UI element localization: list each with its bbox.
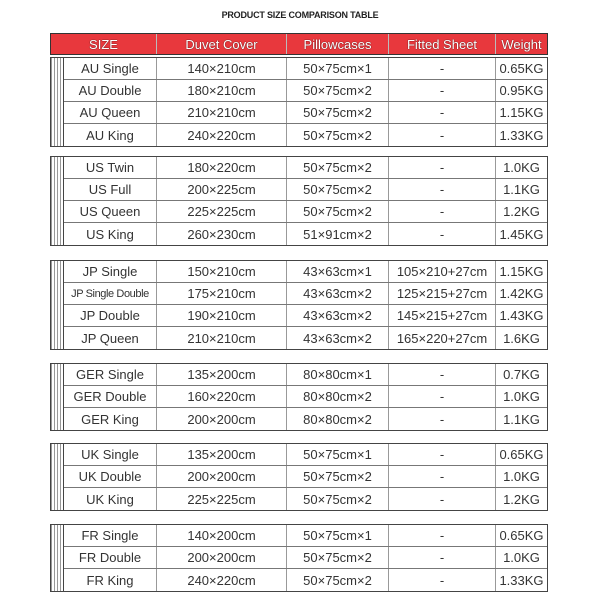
table-row: [64, 525, 547, 547]
table-row: [64, 327, 547, 349]
cell-weight: 1.45KG: [499, 226, 544, 242]
group-marker: [51, 261, 64, 349]
cell-fitted-sheet: 145×215+27cm: [389, 305, 496, 326]
cell-duvet-cover: 200×200cm: [157, 547, 287, 568]
table-row: [64, 305, 547, 327]
cell-pillowcases: 80×80cm×2: [287, 386, 389, 407]
cell-weight: 1.33KG: [499, 127, 544, 143]
cell-fitted-sheet: -: [389, 223, 496, 245]
cell-size: US Twin: [64, 157, 157, 178]
cell-pillowcases: 43×63cm×2: [287, 327, 389, 349]
cell-fitted-sheet: -: [389, 102, 496, 123]
cell-fitted-sheet: -: [389, 179, 496, 200]
cell-duvet-cover: 135×200cm: [157, 364, 287, 385]
cell-duvet-cover: 180×210cm: [157, 80, 287, 101]
cell-fitted-sheet: -: [389, 80, 496, 101]
cell-duvet-cover: 190×210cm: [157, 305, 287, 326]
table-row: [64, 466, 547, 488]
cell-pillowcases: 50×75cm×1: [287, 444, 389, 465]
table-row: [64, 444, 547, 466]
size-group: [50, 260, 548, 350]
cell-pillowcases: 43×63cm×2: [287, 283, 389, 304]
cell-fitted-sheet: -: [389, 157, 496, 178]
cell-weight: 1.2KG: [503, 204, 540, 219]
table-header: [50, 33, 548, 55]
size-group: [50, 443, 548, 511]
group-marker: [51, 157, 64, 245]
table-row: [64, 179, 547, 201]
size-group: [50, 363, 548, 431]
group-marker: [51, 525, 64, 591]
cell-pillowcases: 50×75cm×2: [287, 569, 389, 591]
cell-fitted-sheet: -: [389, 201, 496, 222]
table-row: [64, 58, 547, 80]
cell-weight: 1.0KG: [503, 389, 540, 404]
cell-weight: 1.2KG: [503, 491, 540, 507]
cell-duvet-cover: 210×210cm: [157, 327, 287, 349]
cell-size: JP Single: [64, 261, 157, 282]
cell-weight: 1.43KG: [499, 308, 544, 323]
table-title: PRODUCT SIZE COMPARISON TABLE: [221, 10, 379, 20]
table-row: [64, 569, 547, 591]
cell-fitted-sheet: -: [389, 58, 496, 79]
cell-size: GER Double: [64, 386, 157, 407]
cell-size: AU King: [64, 124, 157, 146]
group-marker: [51, 444, 64, 510]
cell-pillowcases: 80×80cm×1: [287, 364, 389, 385]
cell-fitted-sheet: -: [389, 124, 496, 146]
cell-pillowcases: 43×63cm×2: [287, 305, 389, 326]
cell-size: GER King: [64, 408, 157, 430]
cell-size: US King: [64, 223, 157, 245]
cell-size: JP Queen: [64, 327, 157, 349]
cell-weight: 1.15KG: [499, 105, 544, 120]
size-group: [50, 156, 548, 246]
table-row: [64, 223, 547, 245]
cell-pillowcases: 80×80cm×2: [287, 408, 389, 430]
table-row: [64, 261, 547, 283]
cell-size: AU Double: [64, 80, 157, 101]
cell-duvet-cover: 140×210cm: [157, 58, 287, 79]
cell-duvet-cover: 240×220cm: [157, 124, 287, 146]
cell-weight: 1.15KG: [499, 264, 544, 279]
table-row: [64, 157, 547, 179]
table-row: [64, 547, 547, 569]
cell-duvet-cover: 200×200cm: [157, 466, 287, 487]
cell-fitted-sheet: -: [389, 444, 496, 465]
group-marker: [51, 364, 64, 430]
group-marker: [51, 58, 64, 146]
cell-duvet-cover: 200×225cm: [157, 179, 287, 200]
cell-duvet-cover: 240×220cm: [157, 569, 287, 591]
cell-duvet-cover: 210×210cm: [157, 102, 287, 123]
table-row: [64, 408, 547, 430]
cell-weight: 0.65KG: [499, 447, 544, 462]
cell-pillowcases: 43×63cm×1: [287, 261, 389, 282]
cell-fitted-sheet: -: [389, 547, 496, 568]
cell-pillowcases: 50×75cm×1: [287, 525, 389, 546]
cell-pillowcases: 51×91cm×2: [287, 223, 389, 245]
table-row: [64, 386, 547, 408]
cell-duvet-cover: 200×200cm: [157, 408, 287, 430]
cell-pillowcases: 50×75cm×2: [287, 488, 389, 510]
cell-weight: 1.0KG: [503, 469, 540, 484]
cell-weight: 1.42KG: [499, 286, 544, 301]
cell-fitted-sheet: -: [389, 525, 496, 546]
cell-size: JP Double: [64, 305, 157, 326]
cell-size: JP Single Double: [64, 283, 157, 304]
cell-weight: 1.0KG: [503, 550, 540, 565]
cell-size: AU Single: [64, 58, 157, 79]
cell-size: US Queen: [64, 201, 157, 222]
cell-pillowcases: 50×75cm×2: [287, 157, 389, 178]
cell-duvet-cover: 135×200cm: [157, 444, 287, 465]
cell-weight: 1.6KG: [503, 330, 540, 346]
cell-duvet-cover: 175×210cm: [157, 283, 287, 304]
table-row: [64, 102, 547, 124]
cell-weight: 0.7KG: [503, 367, 540, 382]
cell-size: UK King: [64, 488, 157, 510]
size-group: [50, 57, 548, 147]
cell-pillowcases: 50×75cm×2: [287, 547, 389, 568]
cell-fitted-sheet: -: [389, 569, 496, 591]
header-pillowcases: Pillowcases: [287, 34, 389, 54]
cell-duvet-cover: 160×220cm: [157, 386, 287, 407]
header-duvet-cover: Duvet Cover: [157, 34, 287, 54]
cell-pillowcases: 50×75cm×2: [287, 179, 389, 200]
header-size: SIZE: [51, 34, 157, 54]
table-row: [64, 364, 547, 386]
table-row: [64, 80, 547, 102]
cell-weight: 0.65KG: [499, 528, 544, 543]
cell-size: UK Single: [64, 444, 157, 465]
table-row: [64, 488, 547, 510]
cell-pillowcases: 50×75cm×2: [287, 80, 389, 101]
table-row: [64, 124, 547, 146]
table-row: [64, 283, 547, 305]
cell-weight: 1.1KG: [503, 411, 540, 427]
cell-size: FR King: [64, 569, 157, 591]
cell-fitted-sheet: -: [389, 386, 496, 407]
cell-size: FR Single: [64, 525, 157, 546]
cell-fitted-sheet: -: [389, 408, 496, 430]
cell-size: AU Queen: [64, 102, 157, 123]
cell-pillowcases: 50×75cm×2: [287, 466, 389, 487]
cell-duvet-cover: 225×225cm: [157, 201, 287, 222]
cell-fitted-sheet: -: [389, 488, 496, 510]
cell-size: GER Single: [64, 364, 157, 385]
cell-duvet-cover: 150×210cm: [157, 261, 287, 282]
header-fitted-sheet: Fitted Sheet: [389, 34, 496, 54]
cell-size: FR Double: [64, 547, 157, 568]
cell-size: UK Double: [64, 466, 157, 487]
cell-duvet-cover: 180×220cm: [157, 157, 287, 178]
cell-fitted-sheet: 125×215+27cm: [389, 283, 496, 304]
cell-duvet-cover: 225×225cm: [157, 488, 287, 510]
cell-pillowcases: 50×75cm×2: [287, 102, 389, 123]
cell-fitted-sheet: 105×210+27cm: [389, 261, 496, 282]
cell-pillowcases: 50×75cm×2: [287, 201, 389, 222]
cell-fitted-sheet: 165×220+27cm: [389, 327, 496, 349]
header-weight: Weight: [501, 36, 542, 52]
cell-pillowcases: 50×75cm×1: [287, 58, 389, 79]
cell-fitted-sheet: -: [389, 466, 496, 487]
size-group: [50, 524, 548, 592]
cell-weight: 0.95KG: [499, 83, 544, 98]
cell-weight: 1.1KG: [503, 182, 540, 197]
cell-pillowcases: 50×75cm×2: [287, 124, 389, 146]
cell-weight: 1.0KG: [503, 160, 540, 175]
cell-size: US Full: [64, 179, 157, 200]
cell-weight: 0.65KG: [499, 61, 544, 76]
cell-weight: 1.33KG: [499, 572, 544, 588]
cell-fitted-sheet: -: [389, 364, 496, 385]
cell-duvet-cover: 140×200cm: [157, 525, 287, 546]
cell-duvet-cover: 260×230cm: [157, 223, 287, 245]
table-row: [64, 201, 547, 223]
